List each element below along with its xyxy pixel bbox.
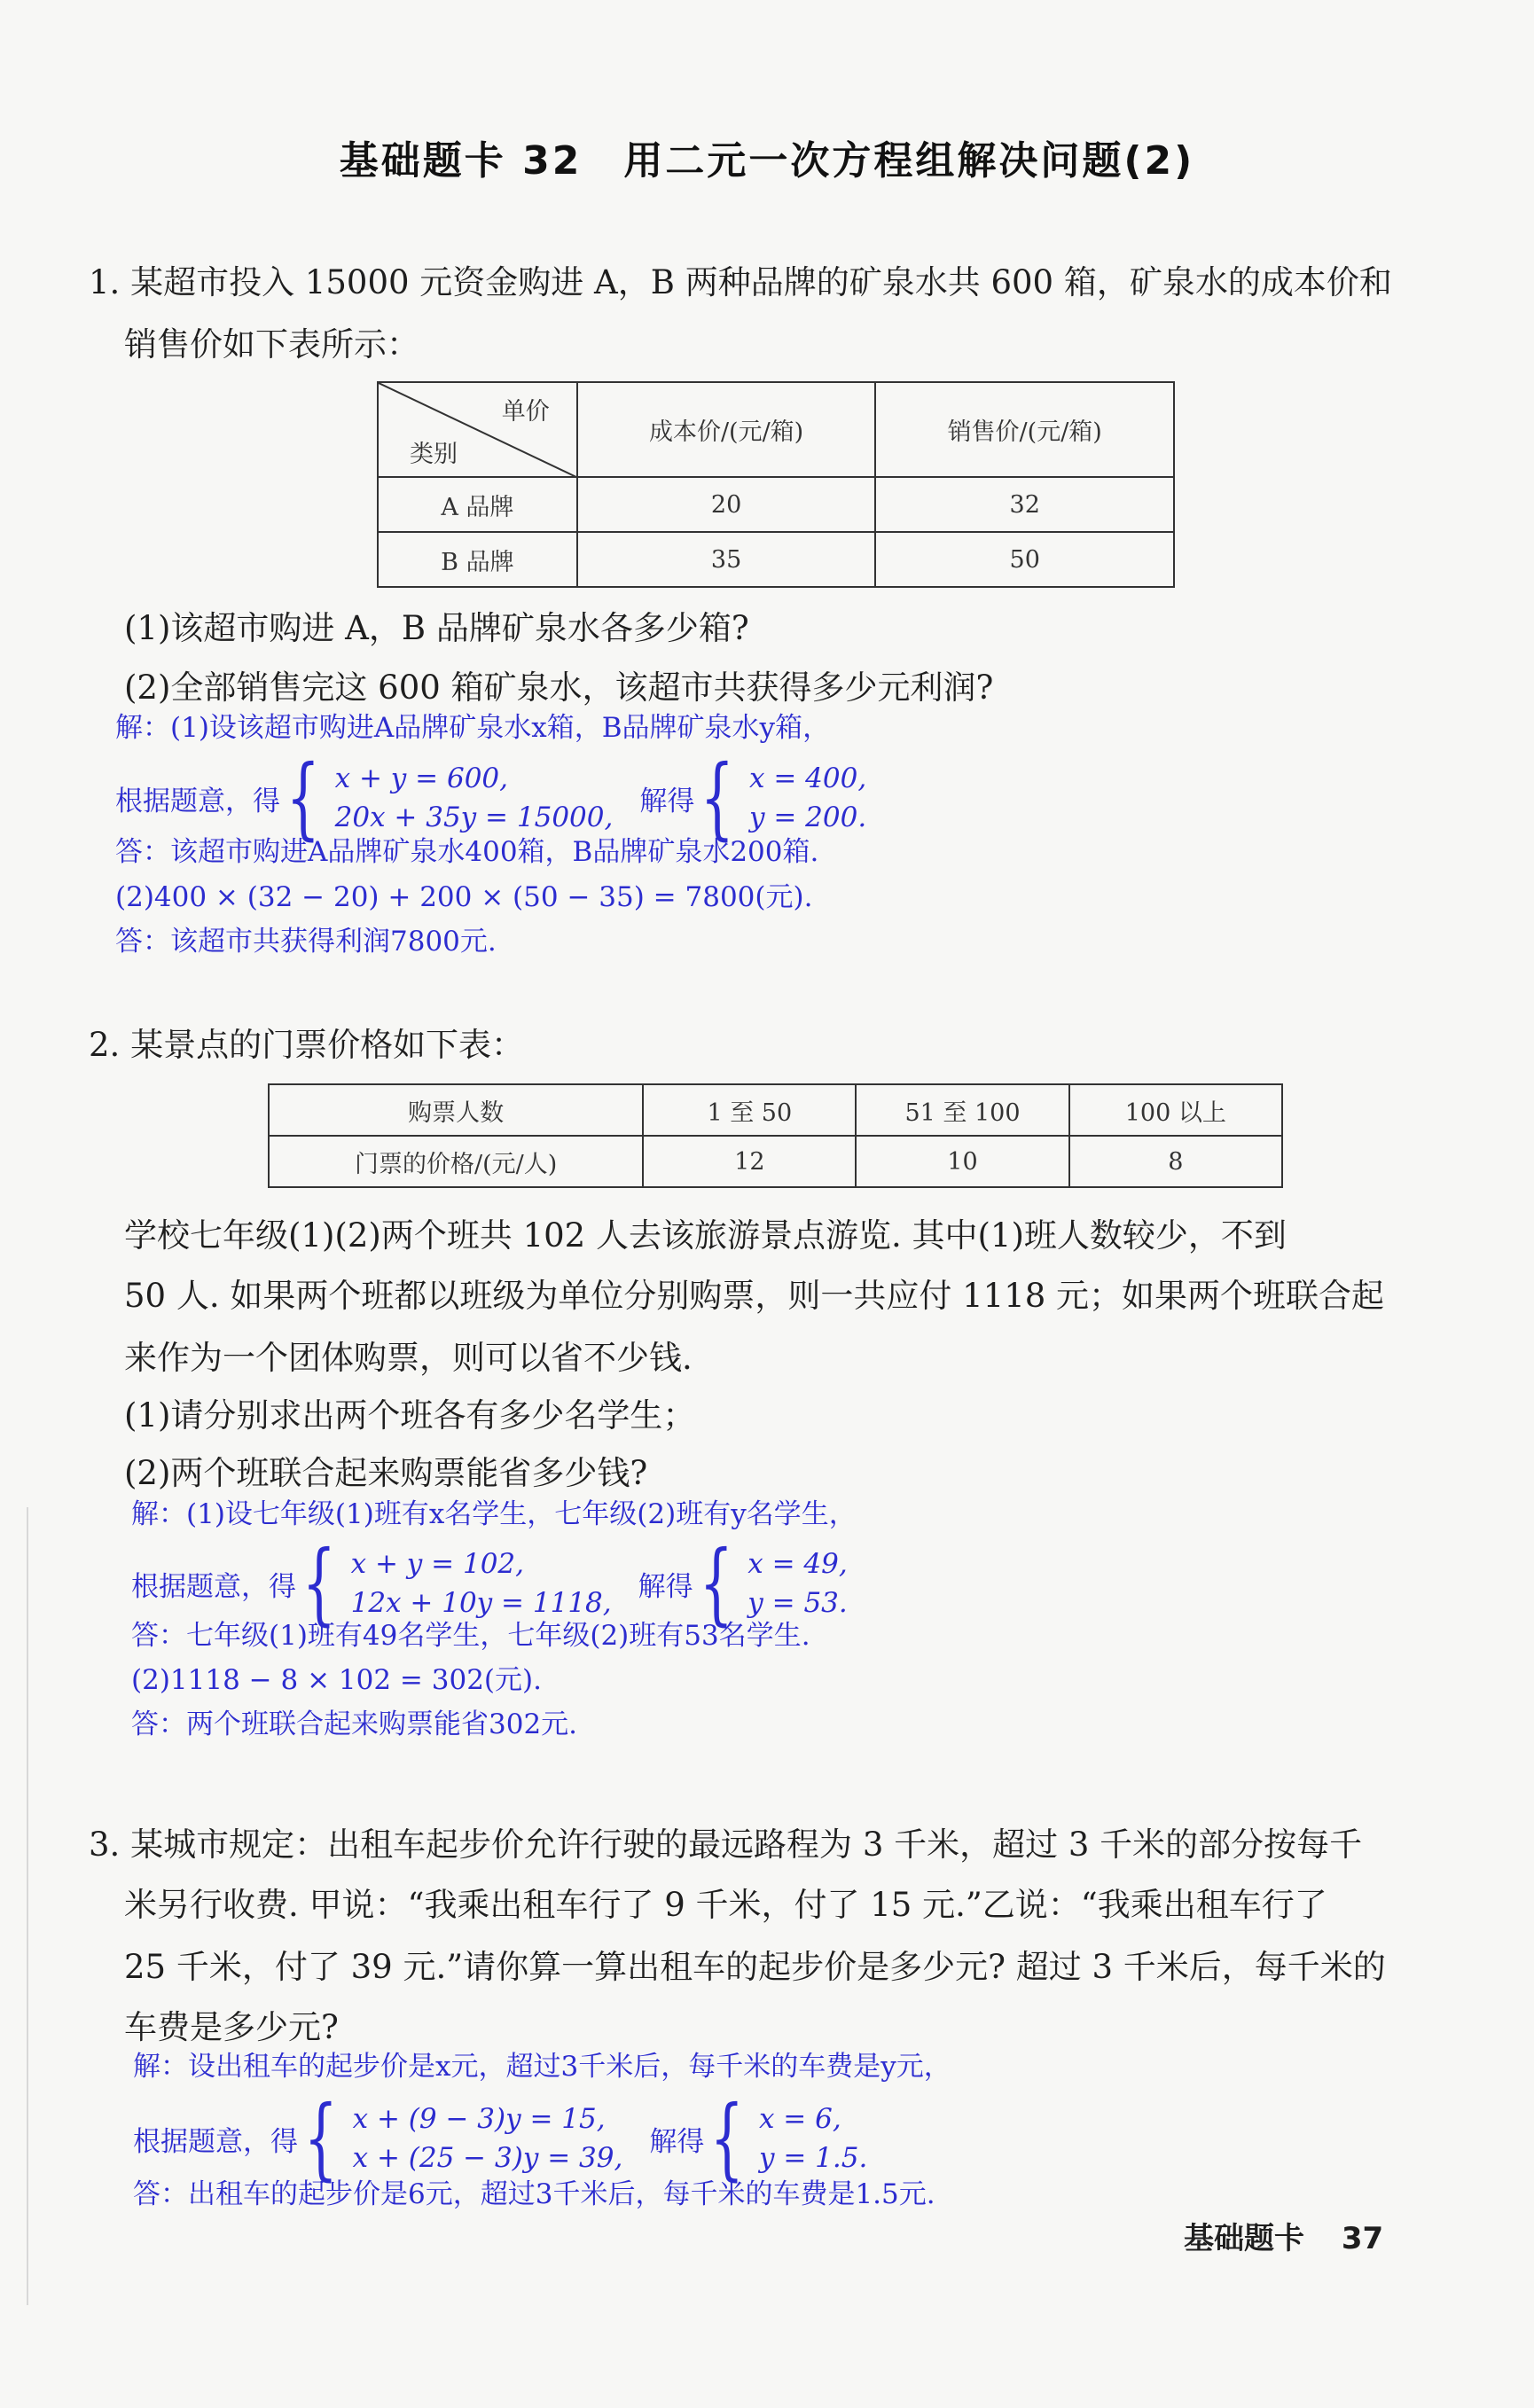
q1-eq2: 20x + 35y = 15000, — [334, 801, 614, 833]
brace-icon: { — [301, 1531, 336, 1635]
q3-answer: 答：出租车的起步价是6元，超过3千米后，每千米的车费是1.5元. — [133, 2178, 935, 2210]
table-row — [269, 1084, 1282, 1136]
q2-price-2: 10 — [856, 1136, 1068, 1187]
q2-header-range3: 100 以上 — [1069, 1084, 1282, 1136]
q2-eq2: 12x + 10y = 1118, — [350, 1587, 612, 1619]
q3-line1: 3. 某城市规定：出租车起步价允许行驶的最远路程为 3 千米，超过 3 千米的部分按每千 — [89, 1826, 1363, 1864]
table-row — [378, 532, 1174, 587]
q2-sol1: x = 49, — [747, 1548, 848, 1580]
q1-price-table — [377, 381, 1175, 588]
q2-para2: 50 人. 如果两个班都以班级为单位分别购票，则一共应付 1118 元；如果两个班联合起 — [124, 1277, 1385, 1315]
q3-solve-label: 解得 — [649, 2125, 705, 2158]
q1-row-a-label: A 品牌 — [378, 477, 577, 532]
q2-price-1: 12 — [643, 1136, 856, 1187]
q2-para3: 来作为一个团体购票，则可以省不少钱. — [124, 1339, 693, 1377]
q2-price-label: 门票的价格/(元/人) — [269, 1136, 643, 1187]
q1-row-b-cost: 35 — [577, 532, 876, 587]
q2-answer-2: 答：两个班联合起来购票能省302元. — [131, 1708, 578, 1740]
q3-equations — [353, 2103, 623, 2174]
q1-sub2: (2)全部销售完这 600 箱矿泉水，该超市共获得多少元利润? — [124, 668, 994, 707]
q3-equation-system — [133, 2086, 868, 2190]
page-title: 基础题卡 32 用二元一次方程组解决问题(2) — [339, 138, 1195, 184]
q2-para1: 学校七年级(1)(2)两个班共 102 人去该旅游景点游览. 其中(1)班人数较少，不到 — [124, 1216, 1287, 1255]
q1-solve-label: 解得 — [639, 785, 695, 817]
page-number: 37 — [1341, 2221, 1384, 2256]
page-footer — [1184, 2214, 1383, 2257]
table-row — [378, 477, 1174, 532]
q1-sol1: x = 400, — [748, 762, 867, 794]
q1-row-a-cost: 20 — [577, 477, 876, 532]
q2-header-range1: 1 至 50 — [643, 1084, 856, 1136]
q2-calc-2: (2)1118 − 8 × 102 = 302(元). — [131, 1664, 542, 1696]
q2-eq1: x + y = 102, — [350, 1548, 525, 1580]
q1-sub1: (1)该超市购进 A，B 品牌矿泉水各多少箱? — [124, 609, 749, 647]
q1-line1: 1. 某超市投入 15000 元资金购进 A，B 两种品牌的矿泉水共 600 箱，矿泉水的成本价和 — [89, 263, 1392, 301]
footer-label: 基础题卡 — [1184, 2221, 1304, 2256]
q2-header-people: 购票人数 — [269, 1084, 643, 1136]
q2-header-range2: 51 至 100 — [856, 1084, 1068, 1136]
brace-icon: { — [286, 746, 320, 849]
q3-line2: 米另行收费. 甲说：“我乘出租车行了 9 千米，付了 15 元.”乙说：“我乘出租车行了 — [124, 1886, 1327, 1924]
q1-equations — [335, 762, 614, 833]
q2-price-3: 8 — [1069, 1136, 1282, 1187]
q1-answer-1: 答：该超市购进A品牌矿泉水400箱，B品牌矿泉水200箱. — [115, 836, 819, 868]
brace-icon: { — [303, 2086, 338, 2190]
q1-calc-2: (2)400 × (32 − 20) + 200 × (50 − 35) = 7800(元). — [115, 881, 813, 913]
brace-icon: { — [700, 746, 735, 849]
q3-sol2: y = 1.5. — [758, 2142, 868, 2174]
brace-icon: { — [699, 1531, 733, 1635]
q1-sol2: y = 200. — [748, 801, 867, 833]
q1-row-b-label: B 品牌 — [378, 532, 577, 587]
q1-row-b-sale: 50 — [875, 532, 1174, 587]
q1-eq1: x + y = 600, — [334, 762, 509, 794]
q1-header-cost: 成本价/(元/箱) — [577, 382, 876, 477]
q3-eq1: x + (9 − 3)y = 15, — [352, 2103, 606, 2135]
brace-icon: { — [710, 2086, 745, 2190]
q3-answer-prefix: 根据题意，得 — [133, 2125, 298, 2158]
q3-line4: 车费是多少元? — [124, 2008, 339, 2046]
q2-answer-1: 答：七年级(1)班有49名学生，七年级(2)班有53名学生. — [131, 1620, 810, 1652]
q3-solutions — [759, 2103, 867, 2174]
q1-header-sale: 销售价/(元/箱) — [875, 382, 1174, 477]
corner-bottom-label: 类别 — [410, 441, 458, 468]
q3-sol1: x = 6, — [758, 2103, 841, 2135]
q1-table-corner — [378, 382, 577, 477]
q2-solve-label: 解得 — [638, 1570, 693, 1603]
q2-answer-prefix: 根据题意，得 — [131, 1570, 296, 1603]
q2-sub2: (2)两个班联合起来购票能省多少钱? — [124, 1454, 648, 1492]
q3-answer-setup: 解：设出租车的起步价是x元，超过3千米后，每千米的车费是y元， — [133, 2051, 951, 2083]
q1-row-a-sale: 32 — [875, 477, 1174, 532]
q1-answer-prefix: 根据题意，得 — [115, 785, 280, 817]
table-row — [269, 1136, 1282, 1187]
q2-line1: 2. 某景点的门票价格如下表： — [89, 1026, 525, 1064]
scan-edge — [27, 1507, 28, 2305]
q1-equation-system — [115, 746, 867, 849]
q2-equation-system — [131, 1531, 848, 1635]
q2-ticket-table — [268, 1083, 1283, 1188]
q2-answer-setup: 解：(1)设七年级(1)班有x名学生，七年级(2)班有y名学生， — [131, 1498, 857, 1530]
q1-solutions — [749, 762, 866, 833]
q2-equations — [351, 1548, 612, 1619]
q1-answer-2: 答：该超市共获得利润7800元. — [115, 926, 497, 958]
q3-eq2: x + (25 − 3)y = 39, — [352, 2142, 623, 2174]
q1-line2: 销售价如下表所示： — [124, 325, 419, 364]
q3-line3: 25 千米，付了 39 元.”请你算一算出租车的起步价是多少元? 超过 3 千米后，每千米的 — [124, 1948, 1386, 1986]
q2-sol2: y = 53. — [747, 1587, 848, 1619]
corner-top-label: 单价 — [501, 398, 550, 426]
q2-solutions — [747, 1548, 848, 1619]
q1-answer-setup: 解：(1)设该超市购进A品牌矿泉水x箱，B品牌矿泉水y箱， — [115, 712, 831, 744]
q2-sub1: (1)请分别求出两个班各有多少名学生； — [124, 1396, 696, 1435]
